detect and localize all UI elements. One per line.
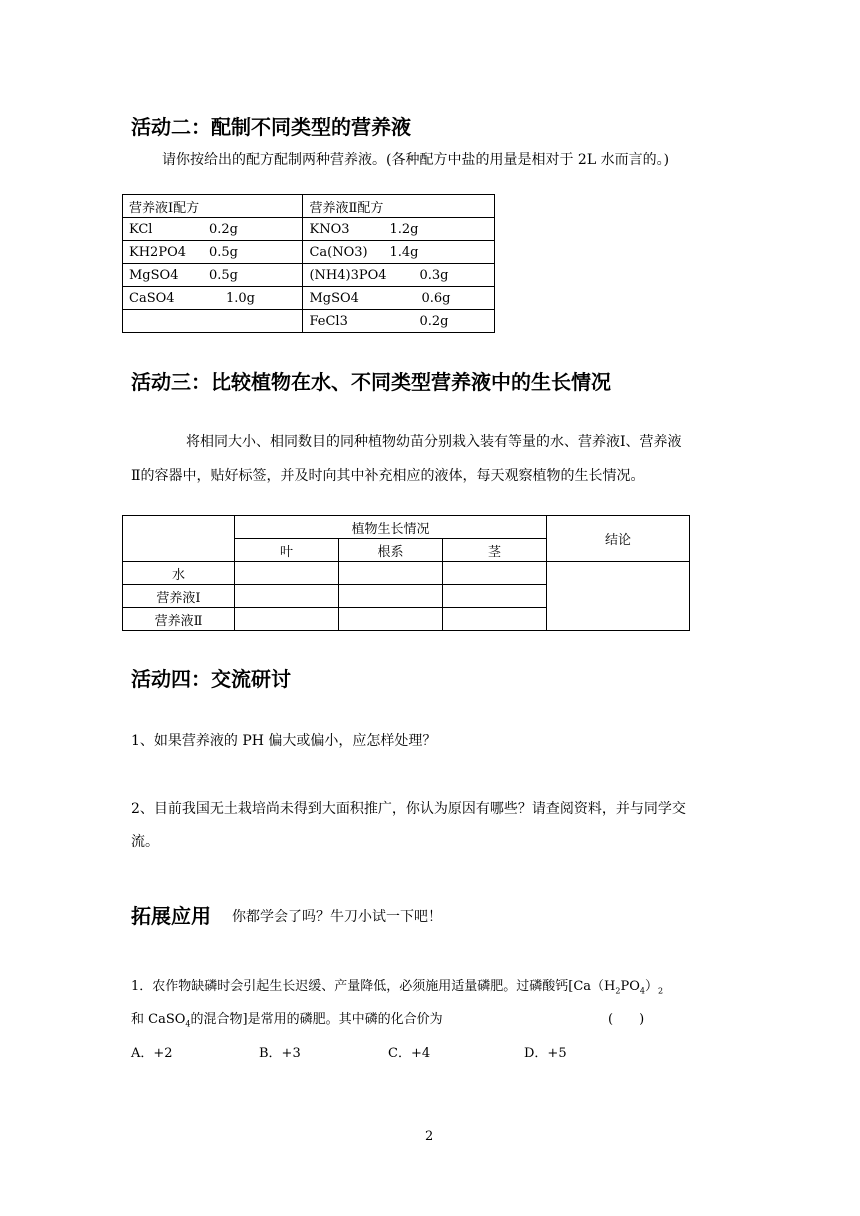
conclusion-header: 结论 [547, 516, 690, 562]
recipe2-amount: 1.4g [389, 244, 419, 260]
question1-line2: 和 CaSO$_4$的混合物]是常用的磷肥。其中磷的化合价为 [131, 1012, 443, 1029]
conclusion-cell [547, 562, 690, 631]
activity2-title: 活动二：配制不同类型的营养液 [131, 115, 411, 139]
recipe1-ingredient: CaSO4 [129, 290, 175, 306]
leaf-cell [235, 608, 339, 631]
root-cell [339, 608, 443, 631]
recipe1-ingredient: KCl [129, 221, 153, 237]
root-cell [339, 562, 443, 585]
stem-cell [443, 585, 547, 608]
activity4-question2-line1: 2、目前我国无土栽培尚未得到大面积推广，你认为原因有哪些？请查阅资料，并与同学交 [131, 801, 686, 817]
recipe-table [122, 194, 495, 333]
growth-table [122, 515, 690, 631]
recipe1-header: 营养液Ⅰ配方 [123, 195, 303, 218]
leaf-header: 叶 [235, 539, 339, 562]
activity3-title: 活动三：比较植物在水、不同类型营养液中的生长情况 [131, 370, 611, 394]
stem-header: 茎 [443, 539, 547, 562]
row-label-water: 水 [123, 562, 235, 585]
recipe1-amount: 0.2g [209, 221, 238, 237]
answer-parentheses: ( ) [608, 1012, 645, 1027]
recipe1-amount: 0.5g [209, 267, 238, 283]
stem-cell [443, 562, 547, 585]
activity4-title: 活动四：交流研讨 [131, 667, 291, 691]
recipe2-amount: 1.2g [389, 221, 419, 237]
corner-cell [123, 516, 235, 562]
activity3-paragraph-line2: Ⅱ的容器中，贴好标签，并及时向其中补充相应的液体，每天观察植物的生长情况。 [131, 468, 645, 484]
recipe2-ingredient: MgSO4 [309, 290, 359, 306]
growth-group-header: 植物生长情况 [235, 516, 547, 539]
activity4-question2-line2: 流。 [131, 834, 159, 850]
recipe2-amount: 0.6g [421, 290, 451, 306]
leaf-cell [235, 562, 339, 585]
recipe2-header: 营养液Ⅱ配方 [303, 195, 495, 218]
recipe1-amount: 1.0g [226, 290, 255, 306]
row-label-solution2: 营养液Ⅱ [123, 608, 235, 631]
recipe1-ingredient: KH2PO4 [129, 244, 186, 260]
recipe-row [123, 287, 495, 310]
recipe1-amount: 0.5g [209, 244, 238, 260]
recipe1-ingredient: MgSO4 [129, 267, 179, 283]
row-label-solution1: 营养液Ⅰ [123, 585, 235, 608]
question1-line1: 1．农作物缺磷时会引起生长迟缓、产量降低，必须施用适量磷肥。过磷酸钙[$Ca(H_2PO_4)_2$ [131, 979, 664, 996]
recipe2-ingredient: Ca(NO3) [309, 244, 368, 260]
recipe2-ingredient: KNO3 [309, 221, 350, 237]
activity2-intro: 请你按给出的配方配制两种营养液。(各种配方中盐的用量是相对于 2L 水而言的。) [162, 152, 670, 168]
option-b: B．+3 [259, 1046, 301, 1061]
extension-subtitle: 你都学会了吗？牛刀小试一下吧！ [232, 909, 442, 925]
root-cell [339, 585, 443, 608]
option-a: A．+2 [131, 1046, 173, 1061]
recipe2-amount: 0.3g [419, 267, 449, 283]
recipe-row [123, 241, 495, 264]
option-c: C．+4 [388, 1046, 431, 1061]
activity4-question1: 1、如果营养液的 PH 偏大或偏小，应怎样处理？ [131, 733, 437, 749]
table-row [123, 562, 690, 585]
activity3-paragraph-line1: 将相同大小、相同数目的同种植物幼苗分别栽入装有等量的水、营养液Ⅰ、营养液 [186, 434, 682, 450]
recipe2-amount: 0.2g [419, 313, 449, 329]
leaf-cell [235, 585, 339, 608]
recipe2-ingredient: (NH4)3PO4 [309, 267, 387, 283]
root-header: 根系 [339, 539, 443, 562]
option-d: D．+5 [524, 1046, 567, 1061]
recipe-row [123, 310, 495, 333]
recipe2-ingredient: FeCl3 [309, 313, 348, 329]
page-number: 2 [425, 1129, 434, 1144]
recipe-row [123, 264, 495, 287]
extension-title: 拓展应用 [131, 904, 211, 928]
stem-cell [443, 608, 547, 631]
recipe-row [123, 218, 495, 241]
